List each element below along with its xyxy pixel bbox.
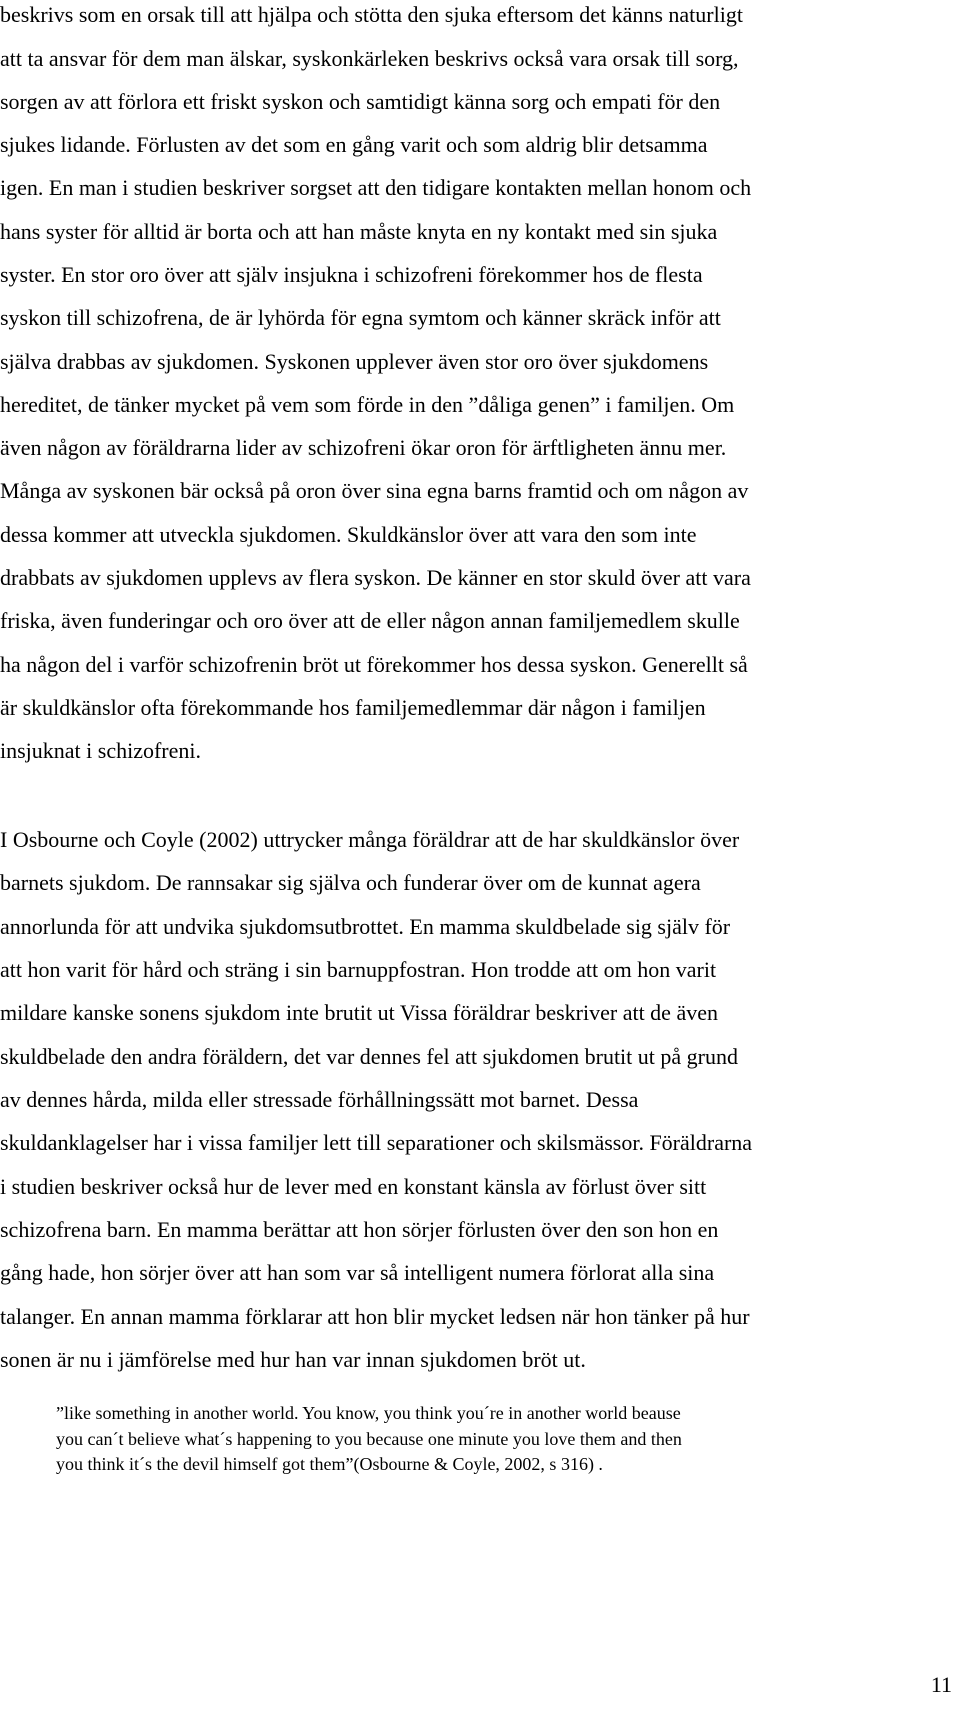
quote-line: you can´t believe what´s happening to you because one minute you love them and then bbox=[56, 1429, 682, 1449]
text-line: mildare kanske sonens sjukdom inte brutit ut Vissa föräldrar beskriver att de även bbox=[0, 1000, 718, 1025]
text-line: I Osbourne och Coyle (2002) uttrycker många föräldrar att de har skuldkänslor över bbox=[0, 827, 740, 852]
text-line: friska, även funderingar och oro över att de eller någon annan familjemedlem skulle bbox=[0, 608, 740, 633]
text-line: ha någon del i varför schizofrenin bröt ut förekommer hos dessa syskon. Generellt så bbox=[0, 652, 748, 677]
page-number: 11 bbox=[930, 1672, 952, 1697]
text-line: barnets sjukdom. De rannsakar sig själva och funderar över om de kunnat agera bbox=[0, 870, 701, 895]
quote-line: ”like something in another world. You know, you think you´re in another world beause bbox=[56, 1403, 681, 1423]
text-line: talanger. En annan mamma förklarar att hon blir mycket ledsen när hon tänker på hur bbox=[0, 1304, 750, 1329]
text-line: skuldanklagelser har i vissa familjer lett till separationer och skilsmässor. Föräldrarna bbox=[0, 1130, 753, 1155]
text-line: schizofrena barn. En mamma berättar att hon sörjer förlusten över den son hon en bbox=[0, 1217, 719, 1242]
text-line: är skuldkänslor ofta förekommande hos familjemedlemmar där någon i familjen bbox=[0, 695, 706, 720]
text-line: hereditet, de tänker mycket på vem som förde in den ”dåliga genen” i familjen. Om bbox=[0, 392, 735, 417]
text-line: att hon varit för hård och sträng i sin barnuppfostran. Hon trodde att om hon varit bbox=[0, 957, 717, 982]
text-line: i studien beskriver också hur de lever med en konstant känsla av förlust över sitt bbox=[0, 1174, 707, 1199]
text-line: sorgen av att förlora ett friskt syskon och samtidigt känna sorg och empati för den bbox=[0, 89, 721, 114]
text-line: drabbats av sjukdomen upplevs av flera syskon. De känner en stor skuld över att vara bbox=[0, 565, 751, 590]
quote-line: you think it´s the devil himself got them”(Osbourne & Coyle, 2002, s 316) . bbox=[56, 1454, 603, 1474]
text-line: sonen är nu i jämförelse med hur han var innan sjukdomen bröt ut. bbox=[0, 1347, 586, 1372]
text-line: syster. En stor oro över att själv insjukna i schizofreni förekommer hos de flesta bbox=[0, 262, 703, 287]
text-line: själva drabbas av sjukdomen. Syskonen upplever även stor oro över sjukdomens bbox=[0, 349, 709, 374]
text-line: att ta ansvar för dem man älskar, syskonkärleken beskrivs också vara orsak till sorg, bbox=[0, 46, 739, 71]
text-line: även någon av föräldrarna lider av schizofreni ökar oron för ärftligheten ännu mer. bbox=[0, 435, 727, 460]
text-line: skuldbelade den andra föräldern, det var dennes fel att sjukdomen brutit ut på grund bbox=[0, 1044, 738, 1069]
text-line: beskrivs som en orsak till att hjälpa och stötta den sjuka eftersom det känns naturligt bbox=[0, 2, 743, 27]
text-line: igen. En man i studien beskriver sorgset att den tidigare kontakten mellan honom och bbox=[0, 175, 752, 200]
text-line: gång hade, hon sörjer över att han som var så intelligent numera förlorat alla sina bbox=[0, 1260, 715, 1285]
text-line: annorlunda för att undvika sjukdomsutbrottet. En mamma skuldbelade sig själv för bbox=[0, 914, 731, 939]
text-line: Många av syskonen bär också på oron över sina egna barns framtid och om någon av bbox=[0, 478, 749, 503]
text-line: av dennes hårda, milda eller stressade förhållningssätt mot barnet. Dessa bbox=[0, 1087, 639, 1112]
text-line: dessa kommer att utveckla sjukdomen. Skuldkänslor över att vara den som inte bbox=[0, 522, 697, 547]
text-line: syskon till schizofrena, de är lyhörda för egna symtom och känner skräck inför att bbox=[0, 305, 721, 330]
text-line: insjuknat i schizofreni. bbox=[0, 738, 202, 763]
text-line: sjukes lidande. Förlusten av det som en gång varit och som aldrig blir detsamma bbox=[0, 132, 708, 157]
text-line: hans syster för alltid är borta och att han måste knyta en ny kontakt med sin sjuka bbox=[0, 219, 718, 244]
